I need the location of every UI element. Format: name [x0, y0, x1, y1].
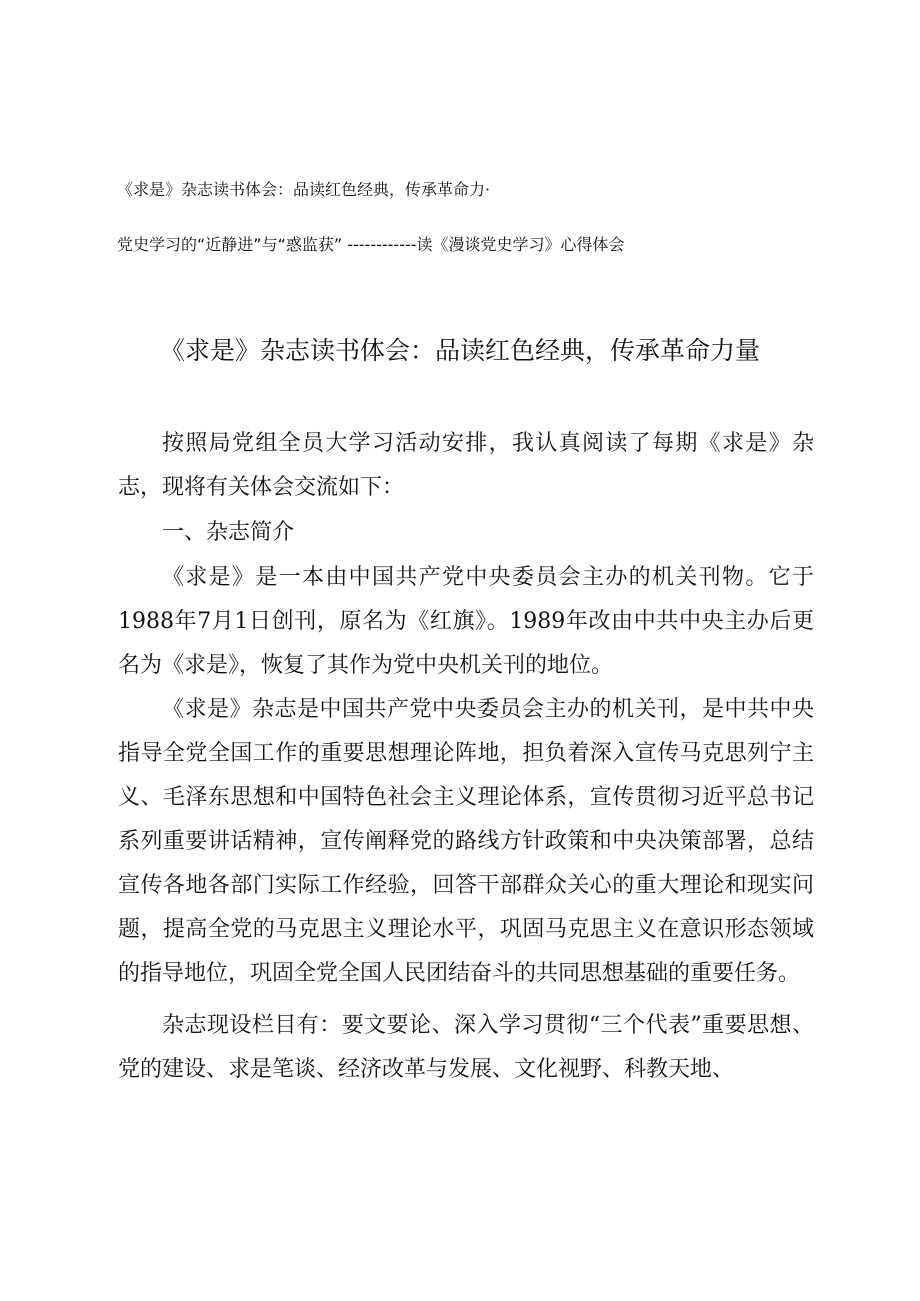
section-heading-1: 一、杂志简介 — [162, 520, 295, 545]
paragraph-2: 《求是》杂志是中国共产党中央委员会主办的机关刊，是中共中央指导全党全国工作的重要思想理论阵地，担负着深入宣传马克思列宁主义、毛泽东思想和中国特色社会主义理论体系，宣传贯彻习近平总书记系列重要讲话精神，宣传阐释党的路线方针政策和中央决策部署，总结宣传各地各部门实际工作经验，回答干部群众关心的重大理论和现实问题，提高全党的马克思主义理论水平，巩固马克思主义在意识形态领域的指导地位，巩固全党全国人民团结奋斗的共同思想基础的重要任务。 — [118, 697, 814, 986]
paragraph-3: 杂志现设栏目有：要文要论、深入学习贯彻“三个代表”重要思想、党的建设、求是笔谈、经济改革与发展、文化视野、科教天地、 — [118, 1013, 814, 1082]
intro-paragraph: 按照局党组全员大学习活动安排，我认真阅读了每期《求是》杂志，现将有关体会交流如下： — [118, 431, 814, 500]
article-body — [118, 422, 814, 1092]
toc-entry-2[interactable]: 党史学习的“近静进”与“惑监获” ------------读《漫谈党史学习》心得体会 — [117, 235, 625, 254]
article-title: 《求是》杂志读书体会：品读红色经典，传承革命力量 — [159, 336, 760, 365]
toc-entry-1[interactable]: 《求是》杂志读书体会：品读红色经典，传承革命力· — [117, 180, 491, 199]
paragraph-1: 《求是》是一本由中国共产党中央委员会主办的机关刊物。它于1988年7月1日创刊，原名为《红旗》。1989年改由中共中央主办后更名为《求是》，恢复了其作为党中央机关刊的地位。 — [118, 565, 814, 678]
